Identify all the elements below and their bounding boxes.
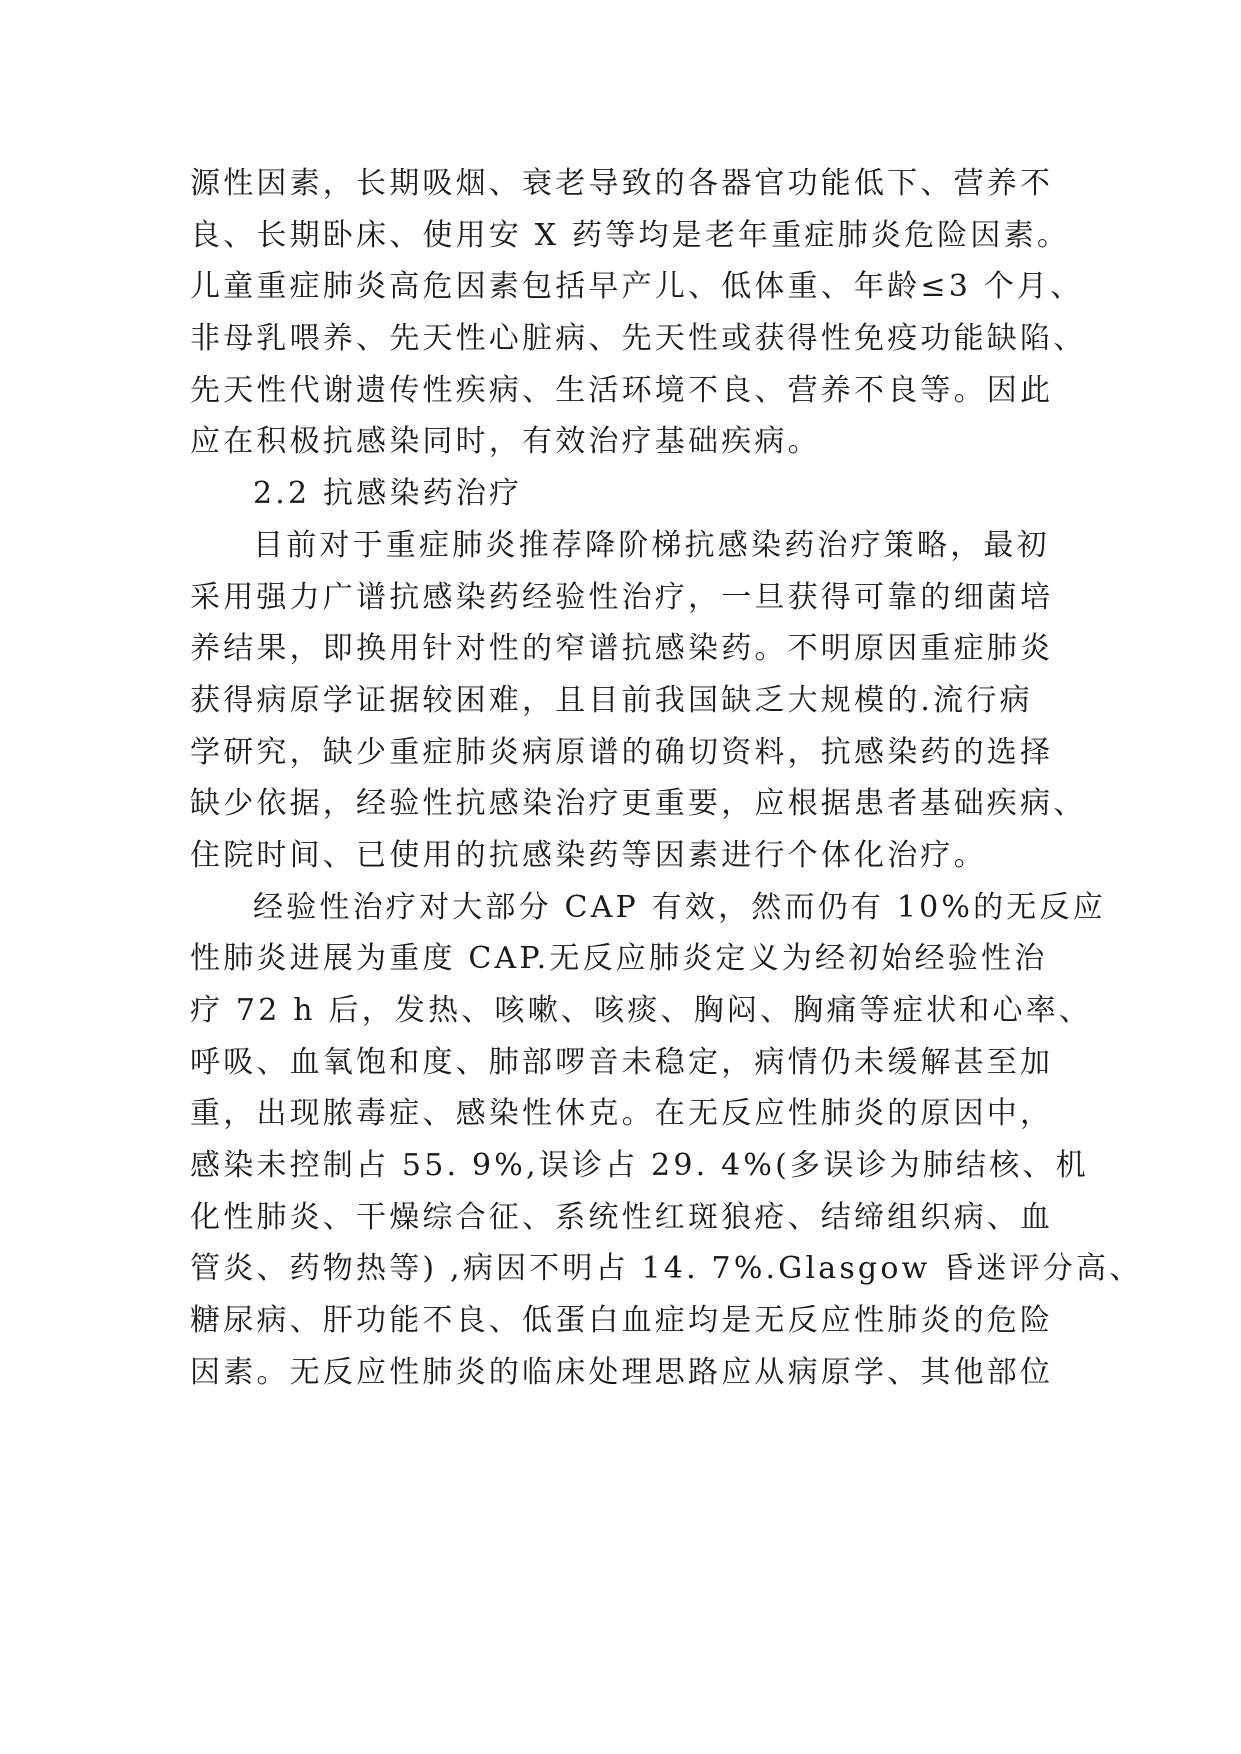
text-line: 感染未控制占 55. 9%,误诊占 29. 4%(多误诊为肺结核、机 [190,1148,1089,1184]
text-line: 重，出现脓毒症、感染性休克。在无反应性肺炎的原因中， [190,1096,1054,1132]
text-line: 学研究，缺少重症肺炎病原谱的确切资料，抗感染药的选择 [190,734,1054,770]
text-line: 糖尿病、肝功能不良、低蛋白血症均是无反应性肺炎的危险 [190,1303,1054,1339]
text-line: 因素。无反应性肺炎的临床处理思路应从病原学、其他部位 [190,1354,1054,1390]
text-line: 养结果，即换用针对性的窄谱抗感染药。不明原因重症肺炎 [190,631,1054,667]
section-heading: 2.2 抗感染药治疗 [253,476,523,512]
text-line: 良、长期卧床、使用安 X 药等均是老年重症肺炎危险因素。 [190,217,1071,253]
text-line: 先天性代谢遗传性疾病、生活环境不良、营养不良等。因此 [190,372,1054,408]
text-line: 获得病原学证据较困难，且目前我国缺乏大规模的.流行病 [190,682,1033,718]
text-line: 应在积极抗感染同时，有效治疗基础疾病。 [190,424,821,460]
text-line: 呼吸、血氧饱和度、肺部啰音未稳定，病情仍未缓解甚至加 [190,1044,1054,1080]
text-line: 疗 72 h 后，发热、咳嗽、咳痰、胸闷、胸痛等症状和心率、 [190,993,1093,1028]
text-line: 化性肺炎、干燥综合征、系统性红斑狼疮、结缔组织病、血 [190,1199,1054,1235]
body-text [190,158,1143,1399]
text-line: 性肺炎进展为重度 CAP.无反应肺炎定义为经初始经验性治 [190,941,1048,977]
text-line: 源性因素，长期吸烟、衰老导致的各器官功能低下、营养不 [190,166,1054,201]
text-line: 住院时间、已使用的抗感染药等因素进行个体化治疗。 [190,837,987,873]
text-line: 缺少依据，经验性抗感染治疗更重要，应根据患者基础疾病、 [190,786,1087,822]
paragraph-start-line: 目前对于重症肺炎推荐降阶梯抗感染药治疗策略，最初 [253,527,1050,563]
text-line: 儿童重症肺炎高危因素包括早产儿、低体重、年龄≤3 个月、 [190,269,1084,305]
text-line: 采用强力广谱抗感染药经验性治疗，一旦获得可靠的细菌培 [190,579,1054,615]
text-line: 管炎、药物热等) ,病因不明占 14. 7%.Glasgow 昏迷评分高、 [190,1251,1143,1287]
text-line: 非母乳喂养、先天性心脏病、先天性或获得性免疫功能缺陷、 [190,321,1087,357]
paragraph-start-line: 经验性治疗对大部分 CAP 有效，然而仍有 10%的无反应 [253,889,1106,925]
